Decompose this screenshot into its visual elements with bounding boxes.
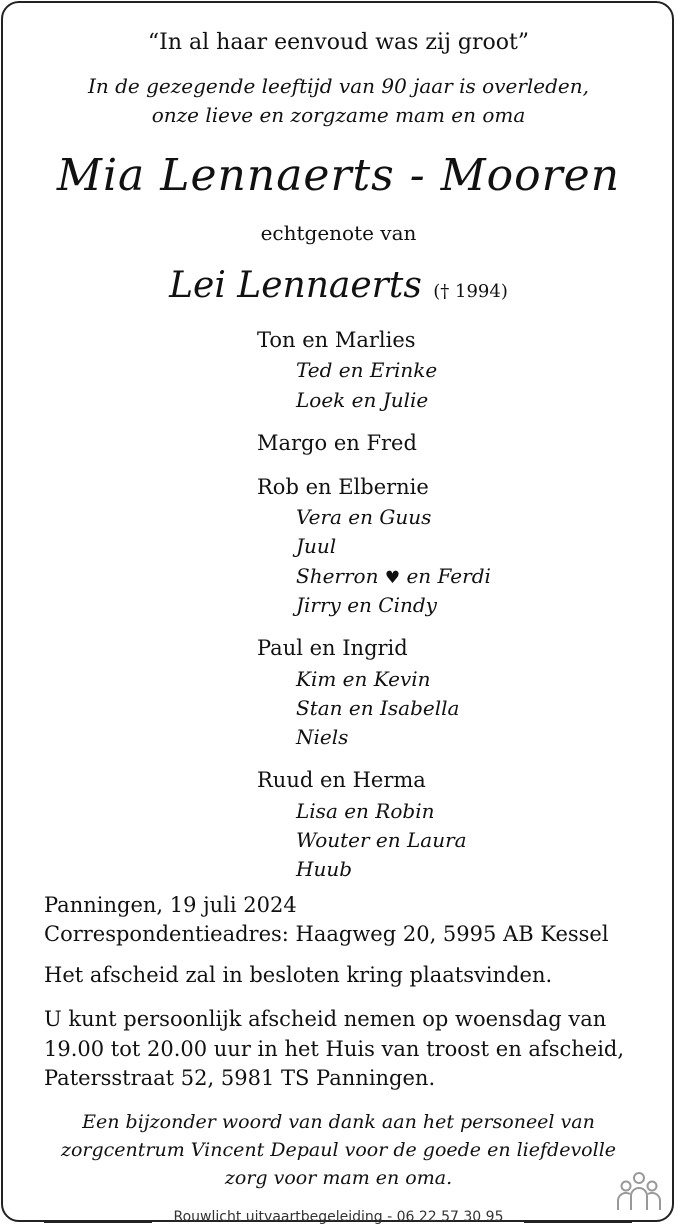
heart-icon: ♥ [384, 568, 401, 588]
family-child: Kim en Kevin [296, 667, 431, 691]
quote: “In al haar eenvoud was zij groot” [147, 30, 530, 55]
spouse [0, 265, 677, 306]
family-child: Vera en Guus [296, 505, 432, 529]
deceased-name: Mia Lennaerts - Mooren [56, 150, 621, 201]
place-date: Panningen, 19 juli 2024 [44, 893, 297, 917]
family-child: Huub [296, 857, 353, 881]
family-child: Niels [296, 725, 349, 749]
family-child-with-heart [296, 564, 491, 588]
intro-line-2: onze lieve en zorgzame mam en oma [151, 103, 526, 127]
footer-credit: Rouwlicht uitvaartbegeleiding - 06 22 57 30 95 [173, 1209, 504, 1225]
family-parents: Rob en Elbernie [257, 475, 429, 499]
visit-line-1: U kunt persoonlijk afscheid nemen op woensdag van [44, 1007, 607, 1031]
farewell-note: Het afscheid zal in besloten kring plaatsvinden. [44, 963, 553, 987]
family-parents: Ruud en Herma [257, 768, 426, 792]
spouse-name: Lei Lennaerts [169, 265, 422, 306]
thanks-line-2: zorgcentrum Vincent Depaul voor de goede en liefdevolle [60, 1139, 617, 1161]
visit-line-3: Patersstraat 52, 5981 TS Panningen. [44, 1066, 436, 1090]
correspondence-address: Correspondentieadres: Haagweg 20, 5995 AB Kessel [44, 922, 609, 946]
family-child: Juul [296, 534, 337, 558]
thanks-line-1: Een bijzonder woord van dank aan het personeel van [82, 1111, 595, 1133]
spouse-dates: († 1994) [433, 281, 508, 302]
family-parents: Ton en Marlies [257, 328, 416, 352]
family-child-name: Sherron [296, 564, 379, 588]
family-parents: Paul en Ingrid [257, 636, 408, 660]
family-circles-logo-icon [614, 1170, 664, 1212]
family-child: Lisa en Robin [296, 799, 435, 823]
family-child: Jirry en Cindy [296, 593, 437, 617]
visit-line-2: 19.00 tot 20.00 uur in het Huis van troost en afscheid, [44, 1037, 625, 1061]
family-child: Loek en Julie [296, 388, 429, 412]
family-child: Wouter en Laura [296, 828, 467, 852]
family-child: Ted en Erinke [296, 358, 438, 382]
thanks-line-3: zorg voor mam en oma. [224, 1167, 453, 1189]
spouse-label: echtgenote van [260, 221, 417, 245]
family-child: Stan en Isabella [296, 696, 460, 720]
family-parents: Margo en Fred [257, 431, 417, 455]
family-child-partner: en Ferdi [406, 564, 491, 588]
intro-line-1: In de gezegende leeftijd van 90 jaar is overleden, [87, 74, 590, 98]
